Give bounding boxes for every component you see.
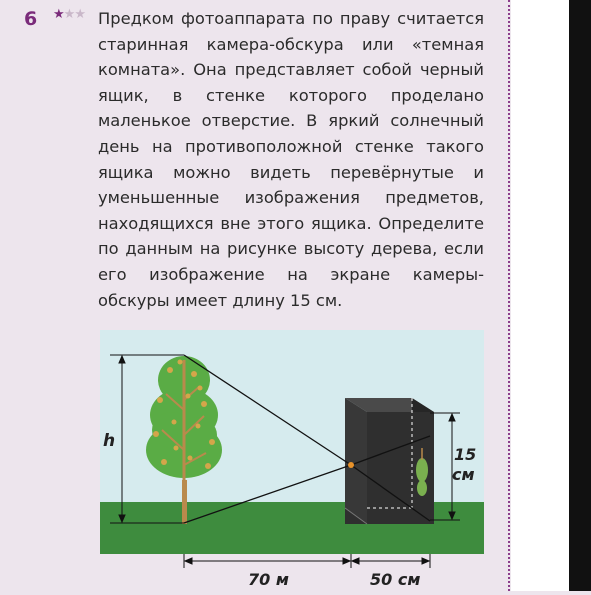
camera-obscura-box [345, 398, 434, 524]
pinhole-aperture [348, 462, 354, 468]
star-filled-icon: ★ [53, 7, 64, 22]
tree-distance-label: 70 м [248, 570, 289, 589]
problem-text: Предком фотоаппарата по праву считается старинная камера-обскура или «темная комната». Она представляет собой черный ящик, в стенке которого проделано маленькое отверстие. В яркий солнечный день на противоположной стенке такого ящика можно видеть перевёрнутые и уменьшенные изображения предметов, находящихся вне этого ящика. Определите по данным на рисунке высоту дерева, если его изображение на экране камеры-обскуры имеет длину 15 см. [98, 9, 484, 310]
star-empty-icon: ★ [74, 7, 85, 22]
dark-edge [569, 0, 591, 591]
image-height-unit: см [452, 465, 475, 484]
page-gutter [511, 0, 569, 591]
problem-number: 6 [24, 8, 38, 30]
camera-obscura-figure [100, 330, 484, 591]
difficulty-stars [53, 7, 85, 22]
image-height-value: 15 [454, 445, 477, 464]
height-label: h [103, 431, 116, 451]
box-depth-label: 50 см [370, 570, 421, 589]
star-empty-icon: ★ [63, 7, 75, 22]
dotted-margin-line [508, 0, 510, 591]
